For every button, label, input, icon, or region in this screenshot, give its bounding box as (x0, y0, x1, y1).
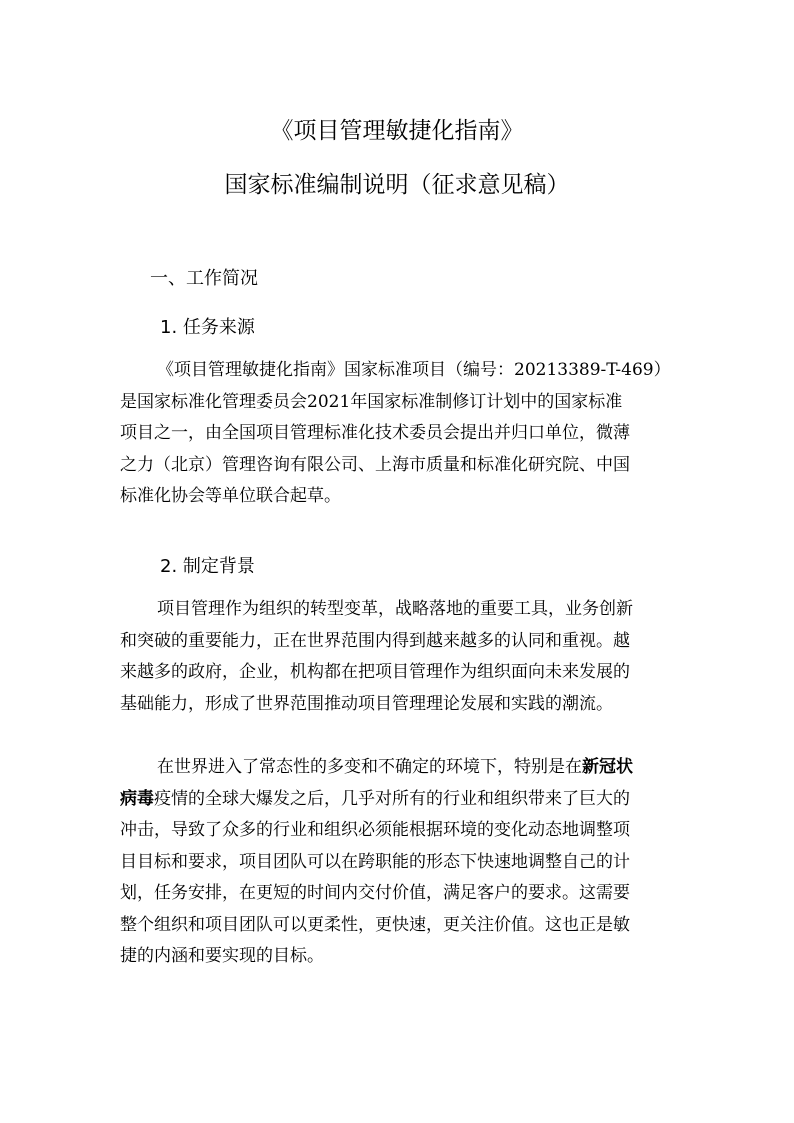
paragraph-line: 基础能力，形成了世界范围推动项目管理理论发展和实践的潮流。 (120, 693, 613, 714)
paragraph-line (120, 752, 676, 784)
paragraph-line: 目目标和要求，项目团队可以在跨职能的形态下快速地调整自己的计 (120, 851, 630, 872)
paragraph-line: 整个组织和项目团队可以更柔性，更快速，更关注价值。这也正是敏 (120, 914, 630, 935)
paragraph-line (120, 784, 676, 816)
subsection-heading-background: 2. 制定背景 (160, 556, 255, 577)
document-subtitle: 国家标准编制说明（征求意见稿） (224, 172, 570, 198)
paragraph-line: 项目管理作为组织的转型变革，战略落地的重要工具，业务创新 (157, 599, 633, 619)
bold-term: 新冠状 (582, 757, 633, 777)
paragraph-line: 来越多的政府，企业，机构都在把项目管理作为组织面向未来发展的 (120, 662, 630, 682)
document-title: 《项目管理敏捷化指南》 (270, 118, 524, 144)
bold-term: 病毒 (120, 788, 154, 809)
paragraph-line: 冲击，导致了众多的行业和组织必须能根据环境的变化动态地调整项 (120, 820, 630, 840)
section-heading-work-overview: 一、工作简况 (150, 268, 258, 289)
paragraph-line: 划，任务安排，在更短的时间内交付价值，满足客户的要求。这需要 (120, 883, 630, 903)
paragraph-background-2 (120, 752, 676, 973)
paragraph-line: 之力（北京）管理咨询有限公司、上海市质量和标准化研究院、中国 (120, 454, 630, 475)
paragraph-line: 《项目管理敏捷化指南》国家标准项目（编号：20213389-T-469） (157, 360, 671, 380)
paragraph-task-source (120, 355, 676, 513)
paragraph-background-1 (120, 594, 676, 720)
paragraph-text: 在世界进入了常态性的多变和不确定的环境下，特别是在 (157, 757, 582, 777)
paragraph-line: 标准化协会等单位联合起草。 (120, 486, 341, 506)
paragraph-line: 捷的内涵和要实现的目标。 (120, 946, 324, 966)
paragraph-text: 疫情的全球大爆发之后，几乎对所有的行业和组织带来了巨大的 (154, 788, 630, 809)
paragraph-line: 和突破的重要能力，正在世界范围内得到越来越多的认同和重视。越 (120, 630, 630, 651)
paragraph-line: 项目之一，由全国项目管理标准化技术委员会提出并归口单位，微薄 (120, 423, 630, 443)
subsection-heading-task-source: 1. 任务来源 (160, 317, 255, 338)
paragraph-line: 是国家标准化管理委员会2021年国家标准制修订计划中的国家标准 (120, 391, 623, 412)
